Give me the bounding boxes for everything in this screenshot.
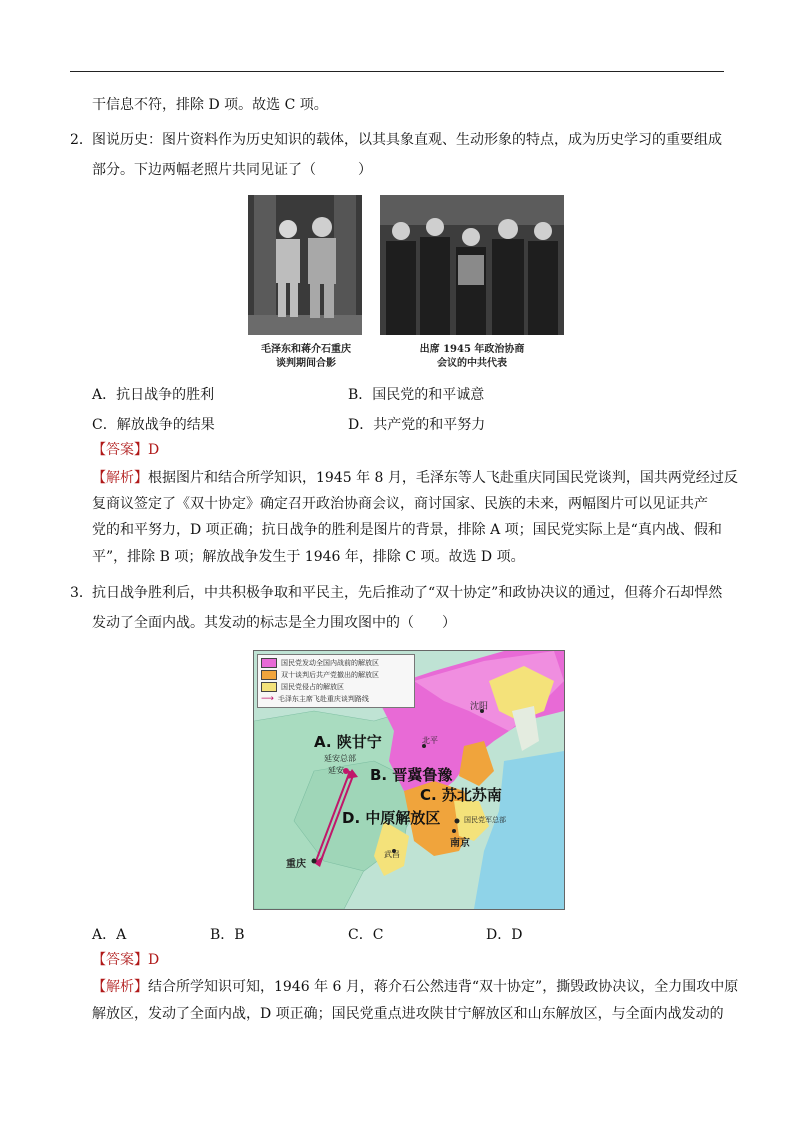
q2-option-a[interactable]: A．抗日战争的胜利 [92,387,215,403]
q3-answer-value: D [148,952,160,968]
q2-option-c[interactable]: C．解放战争的结果 [92,417,215,433]
q2-analysis-label: 【解析】 [92,470,148,486]
q2-number: 2． [70,132,93,148]
header-rule [70,71,724,72]
q2-text-line2: 部分。下边两幅老照片共同见证了（ ） [92,162,372,178]
city-beiping: 北平 [422,736,438,745]
legend-item-4 [261,693,411,705]
city-shenyang: 沈阳 [470,702,489,712]
q2-option-b[interactable]: B．国民党的和平诚意 [348,387,485,403]
q3-analysis-line1 [92,977,738,997]
route-arrow-icon: ⟶ [261,694,274,704]
legend-label-2: 双十谈判后共产党撤出的解放区 [281,671,379,679]
city-chongqing: 重庆 [286,859,306,870]
q2-answer-label: 【答案】 [92,442,148,458]
legend-item-3 [261,681,411,693]
q3-option-c[interactable]: C．C [348,927,384,943]
photo2-caption-line2: 会议的中共代表 [437,358,507,369]
q3-option-d[interactable]: D．D [486,927,523,943]
map-label-a: A. 陕甘宁 [314,733,382,751]
q2-answer-value: D [148,442,160,458]
q3-text-line2: 发动了全面内战。其发动的标志是全力围攻图中的（ ） [92,615,456,631]
q2-analysis-line2: 复商议签定了《双十协定》确定召开政治协商会议，商讨国家、民族的未来，两幅图片可以见证共产 [92,496,708,512]
photo1-caption [236,343,376,371]
q2-analysis-text1: 根据图片和结合所学知识，1945 年 8 月，毛泽东等人飞赴重庆同国民党谈判，国共两党经过反 [148,470,738,486]
photo2-caption-line1: 出席 1945 年政治协商 [419,344,525,355]
legend-label-4: 毛泽东主席飞赴重庆谈判路线 [277,695,369,703]
photo-cpc-delegates-image [380,195,564,335]
civil-war-map [253,650,565,910]
kmt-hq-label: 国民党军总部 [464,816,506,824]
q2-text-line1: 图说历史：图片资料作为历史知识的载体，以其具象直观、生动形象的特点，成为历史学习的重要组成 [92,132,722,148]
q3-option-a[interactable]: A．A [92,927,127,943]
photo1-caption-line2: 谈判期间合影 [276,358,336,369]
map-legend [257,654,415,708]
legend-item-1 [261,657,411,669]
photo-mao-chiang-image [248,195,362,335]
q3-analysis-text1: 结合所学知识可知，1946 年 6 月，蒋介石公然违背“双十协定”，撕毁政协决议，全力围攻中原 [148,979,739,995]
q2-analysis-line1 [92,468,738,488]
photo-cpc-delegates [380,195,564,335]
q2-option-d[interactable]: D．共产党的和平努力 [348,417,486,433]
q3-number: 3． [70,585,93,601]
intro-line: 干信息不符，排除 D 项。故选 C 项。 [92,97,328,113]
q2-analysis-line3: 党的和平努力，D 项正确；抗日战争的胜利是图片的背景，排除 A 项；国民党实际上是“真内战、假和 [92,522,722,538]
legend-label-3: 国民党侵占的解放区 [281,683,344,691]
legend-swatch-2 [261,670,277,680]
legend-swatch-3 [261,682,277,692]
photo1-caption-line1: 毛泽东和蒋介石重庆 [261,344,351,355]
q3-text-line1: 抗日战争胜利后，中共积极争取和平民主，先后推动了“双十协定”和政协决议的通过，但蒋介石却悍然 [92,585,723,601]
map-label-b: B. 晋冀鲁豫 [370,766,453,784]
legend-item-2 [261,669,411,681]
q3-answer-label: 【答案】 [92,952,148,968]
city-wuchang: 武昌 [384,850,400,859]
q3-analysis-label: 【解析】 [92,979,148,995]
map-label-d: D. 中原解放区 [342,809,441,827]
city-nanjing: 南京 [450,838,470,849]
q3-answer [92,950,159,970]
photo2-caption [400,343,544,371]
legend-swatch-1 [261,658,277,668]
city-yanan: 延安 [328,766,344,775]
legend-label-1: 国民党发动全国内战前的解放区 [281,659,379,667]
photo-mao-chiang [248,195,362,335]
q3-analysis-line2: 解放区，发动了全面内战，D 项正确；国民党重点进攻陕甘宁解放区和山东解放区，与全面内战发动的 [92,1006,724,1022]
q3-option-b[interactable]: B．B [210,927,245,943]
q2-answer [92,440,159,460]
map-label-c: C. 苏北苏南 [420,786,502,804]
city-yanan-hq: 延安总部 [324,754,356,763]
q2-analysis-line4: 平”，排除 B 项；解放战争发生于 1946 年，排除 C 项。故选 D 项。 [92,549,525,565]
